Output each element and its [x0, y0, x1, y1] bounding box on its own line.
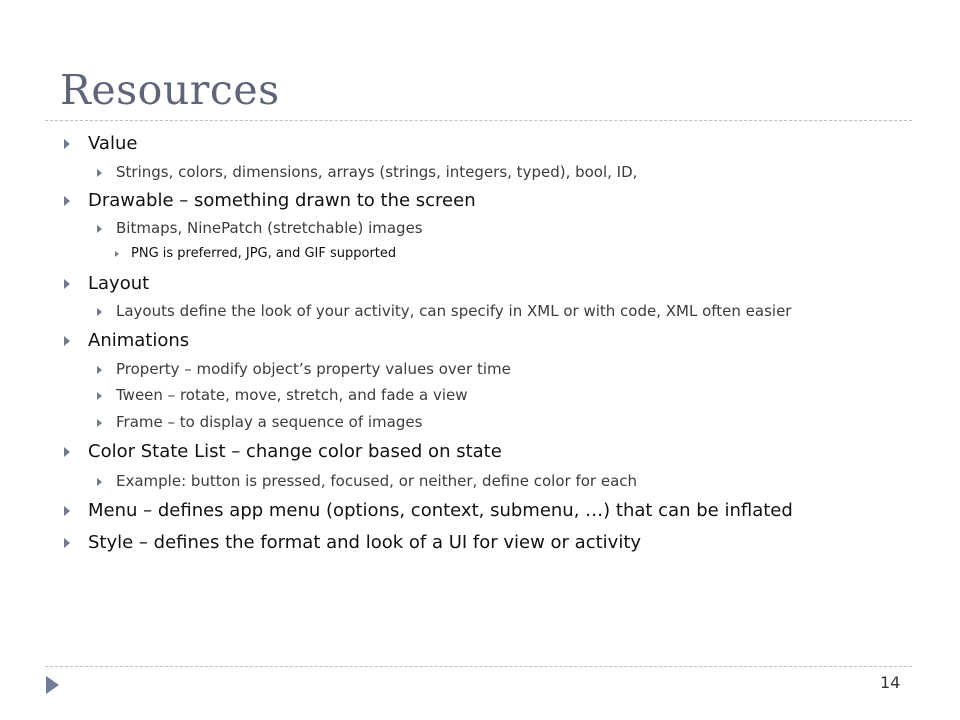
- bullet-text: Property – modify object’s property values over time: [116, 360, 511, 378]
- bullet-arrow-icon: [97, 308, 102, 316]
- page-number: 14: [880, 673, 901, 692]
- bullet-item: [97, 472, 637, 490]
- title-divider: [45, 120, 912, 121]
- bullet-arrow-icon: [97, 419, 102, 427]
- bullet-text: Strings, colors, dimensions, arrays (strings, integers, typed), bool, ID,: [116, 163, 638, 181]
- bullet-item: [64, 190, 476, 211]
- bullet-text: Menu – defines app menu (options, context, submenu, …) that can be inflated: [88, 500, 793, 521]
- slide-title: Resources: [60, 66, 280, 114]
- bullet-arrow-icon: [64, 447, 70, 457]
- bullet-item: [64, 532, 641, 553]
- bullet-text: Value: [88, 133, 138, 154]
- bullet-item: [97, 413, 422, 431]
- bullet-text: Style – defines the format and look of a UI for view or activity: [88, 532, 642, 553]
- bullet-text: Bitmaps, NinePatch (stretchable) images: [116, 219, 423, 237]
- bullet-arrow-icon: [64, 506, 70, 516]
- bullet-arrow-icon: [97, 225, 102, 233]
- bullet-item: [115, 246, 396, 261]
- bullet-arrow-icon: [97, 478, 102, 486]
- bullet-text: Animations: [88, 330, 190, 351]
- bullet-text: Tween – rotate, move, stretch, and fade a view: [116, 386, 468, 404]
- bullet-text: Layouts define the look of your activity, can specify in XML or with code, XML often easier: [116, 302, 792, 320]
- bullet-arrow-icon: [64, 139, 70, 149]
- bullet-item: [64, 441, 502, 462]
- bullet-arrow-icon: [64, 196, 70, 206]
- bullet-item: [97, 163, 637, 181]
- bullet-arrow-icon: [64, 336, 70, 346]
- bullet-text: Color State List – change color based on state: [88, 441, 502, 462]
- bullet-arrow-icon: [97, 366, 102, 374]
- corner-triangle-icon: [46, 676, 59, 694]
- bullet-text: Frame – to display a sequence of images: [116, 413, 423, 431]
- bullet-arrow-icon: [97, 169, 102, 177]
- bullet-arrow-icon: [97, 392, 102, 400]
- bullet-text: Example: button is pressed, focused, or neither, define color for each: [116, 472, 638, 490]
- bullet-item: [97, 219, 423, 237]
- bullet-item: [97, 386, 468, 404]
- bullet-item: [64, 133, 137, 154]
- bullet-text: Drawable – something drawn to the screen: [88, 190, 476, 211]
- footer-divider: [45, 666, 912, 667]
- bullet-item: [97, 302, 791, 320]
- bullet-text: Layout: [88, 273, 150, 294]
- bullet-arrow-icon: [64, 279, 70, 289]
- bullet-item: [97, 360, 511, 378]
- bullet-item: [64, 330, 189, 351]
- bullet-arrow-icon: [64, 538, 70, 548]
- bullet-text: PNG is preferred, JPG, and GIF supported: [131, 246, 397, 261]
- bullet-item: [64, 500, 793, 521]
- bullet-item: [64, 273, 149, 294]
- bullet-arrow-icon: [115, 251, 119, 257]
